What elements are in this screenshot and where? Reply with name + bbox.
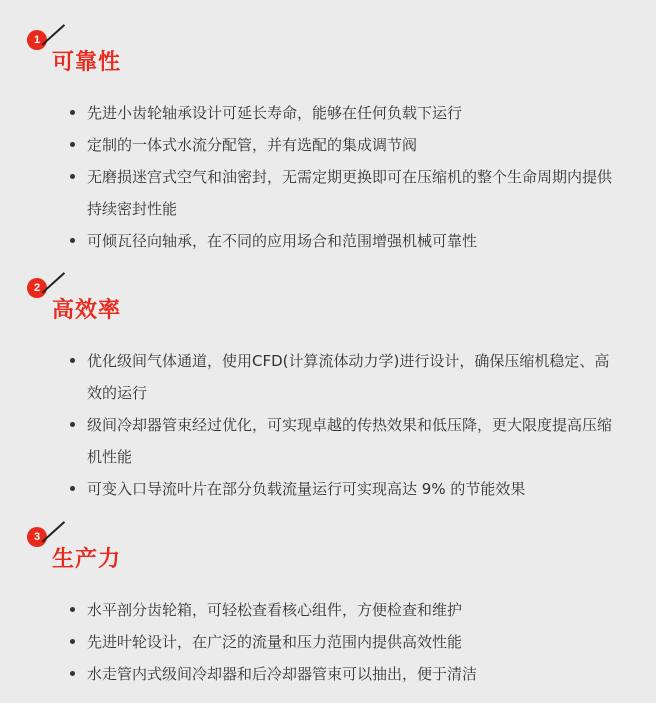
section-title: 可靠性 [52, 50, 122, 75]
list-item: 水走管内式级间冷却器和后冷却器管束可以抽出，便于清洁 [0, 658, 656, 690]
list-item: 级间冷却器管束经过优化，可实现卓越的传热效果和低压降，更大限度提高压缩机性能 [0, 409, 656, 473]
section-number-badge: 2 [27, 278, 47, 298]
list-item: 可倾瓦径向轴承，在不同的应用场合和范围增强机械可靠性 [0, 225, 656, 257]
section-number-badge: 1 [27, 30, 47, 50]
section-number-badge: 3 [27, 527, 47, 547]
list-item: 优化级间气体通道，使用CFD(计算流体动力学)进行设计，确保压缩机稳定、高效的运行 [0, 345, 656, 409]
bullet-list [0, 345, 656, 505]
list-item: 可变入口导流叶片在部分负载流量运行可实现高达 9% 的节能效果 [0, 473, 656, 505]
list-item: 先进叶轮设计，在广泛的流量和压力范围内提供高效性能 [0, 626, 656, 658]
list-item: 无磨损迷宫式空气和油密封，无需定期更换即可在压缩机的整个生命周期内提供持续密封性能 [0, 161, 656, 225]
section-title: 生产力 [52, 547, 122, 572]
list-item: 定制的一体式水流分配管，并有选配的集成调节阀 [0, 129, 656, 161]
section-title: 高效率 [52, 298, 122, 323]
bullet-list [0, 594, 656, 690]
bullet-list [0, 97, 656, 257]
list-item: 水平剖分齿轮箱，可轻松查看核心组件，方便检查和维护 [0, 594, 656, 626]
list-item: 先进小齿轮轴承设计可延长寿命，能够在任何负载下运行 [0, 97, 656, 129]
